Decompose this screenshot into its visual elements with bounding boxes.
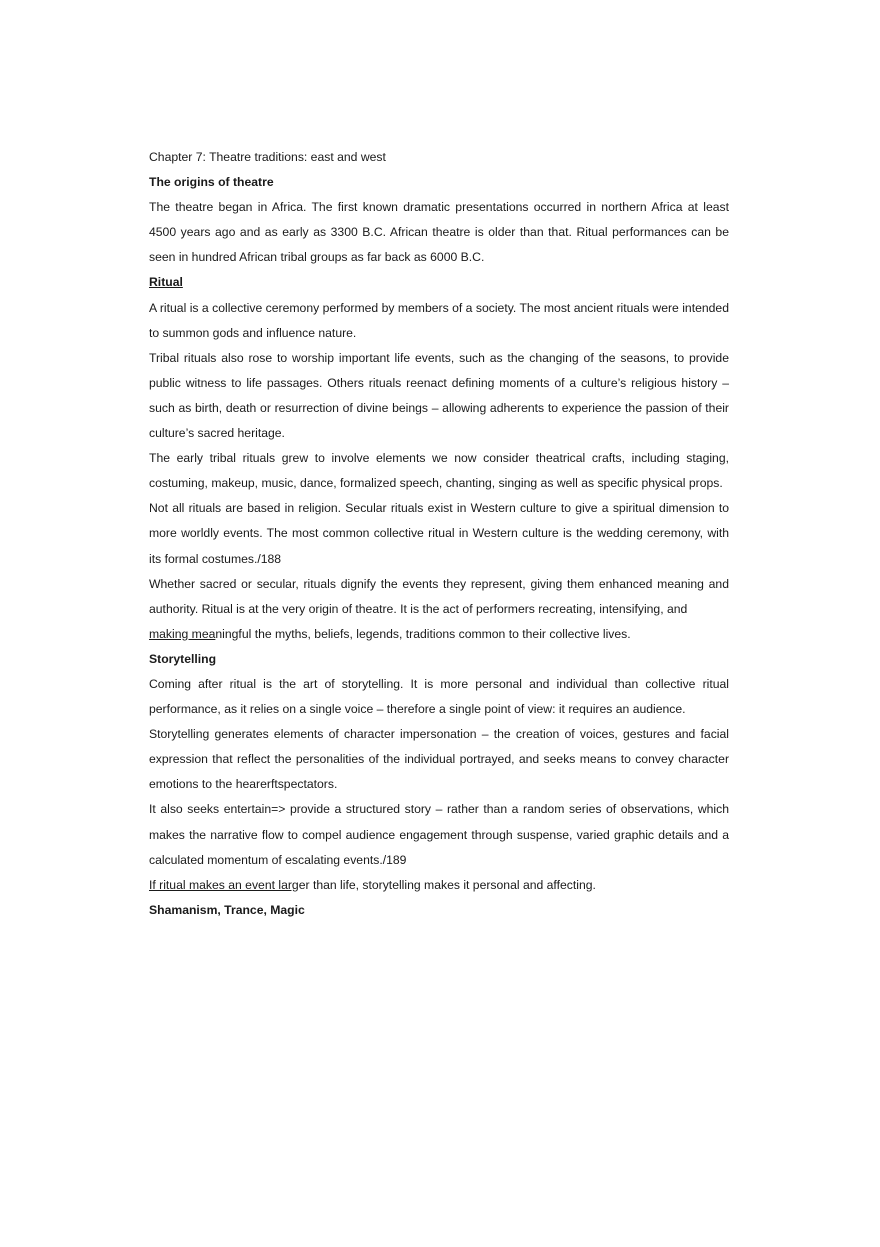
section-heading-shamanism: Shamanism, Trance, Magic <box>149 902 305 917</box>
chapter-title: Chapter 7: Theatre traditions: east and west <box>149 150 386 164</box>
underlined-fragment-2: If ritual makes an event larg <box>149 877 299 892</box>
paragraph-storytelling-3: It also seeks entertain=> provide a structured story – rather than a random series of observations, which makes the narrative flow to compel audience engagement through suspense, varied graphic details and a calculated momentum of escalating events./189 <box>149 802 729 867</box>
section-heading-storytelling: Storytelling <box>149 651 217 666</box>
paragraph-origins-1: The theatre began in Africa. The first known dramatic presentations occurred in northern Africa at least 4500 years ago and as early as 3300 B.C. African theatre is older than that. Ritual performances can be seen in hundred African tribal groups as far back as 6000 B.C. <box>149 200 729 265</box>
paragraph-ritual-5-text: Whether sacred or secular, rituals dignify the events they represent, giving them enhanced meaning and authority. Ritual is at the very origin of theatre. It is the act of performers recreating, intensifying, and <box>149 576 729 616</box>
paragraph-ritual-4: Not all rituals are based in religion. Secular rituals exist in Western culture to give a spiritual dimension to more worldly events. The most common collective ritual in Western culture is the wedding ceremony, with its formal costumes./188 <box>149 501 729 566</box>
paragraph-storytelling-4-continuation: er than life, storytelling makes it personal and affecting. <box>298 877 596 892</box>
section-heading-ritual: Ritual <box>149 275 183 290</box>
paragraph-ritual-5 <box>149 572 729 647</box>
paragraph-ritual-3: The early tribal rituals grew to involve elements we now consider theatrical crafts, including staging, costuming, makeup, music, dance, formalized speech, chanting, singing as well as specific physical props. <box>149 451 729 491</box>
paragraph-ritual-2: Tribal rituals also rose to worship important life events, such as the changing of the seasons, to provide public witness to life passages. Others rituals reenact defining moments of a culture’s religious history – such as birth, death or resurrection of divine beings – allowing adherents to experience the passion of their culture’s sacred heritage. <box>149 350 729 441</box>
paragraph-ritual-1: A ritual is a collective ceremony performed by members of a society. The most ancient rituals were intended to summon gods and influence nature. <box>149 300 729 340</box>
paragraph-storytelling-2: Storytelling generates elements of character impersonation – the creation of voices, gestures and facial expression that reflect the personalities of the individual portrayed, and seeks means to convey character emotions to the hearerftspectators. <box>149 727 729 792</box>
section-heading-origins: The origins of theatre <box>149 175 274 190</box>
paragraph-ritual-5-continuation: ningful the myths, beliefs, legends, traditions common to their collective lives. <box>215 626 631 641</box>
underlined-fragment: making mea <box>149 626 216 641</box>
paragraph-storytelling-4 <box>149 873 729 898</box>
paragraph-storytelling-1: Coming after ritual is the art of storytelling. It is more personal and individual than collective ritual performance, as it relies on a single voice – therefore a single point of view: it requires an audience. <box>149 676 729 717</box>
document-page <box>149 145 729 923</box>
